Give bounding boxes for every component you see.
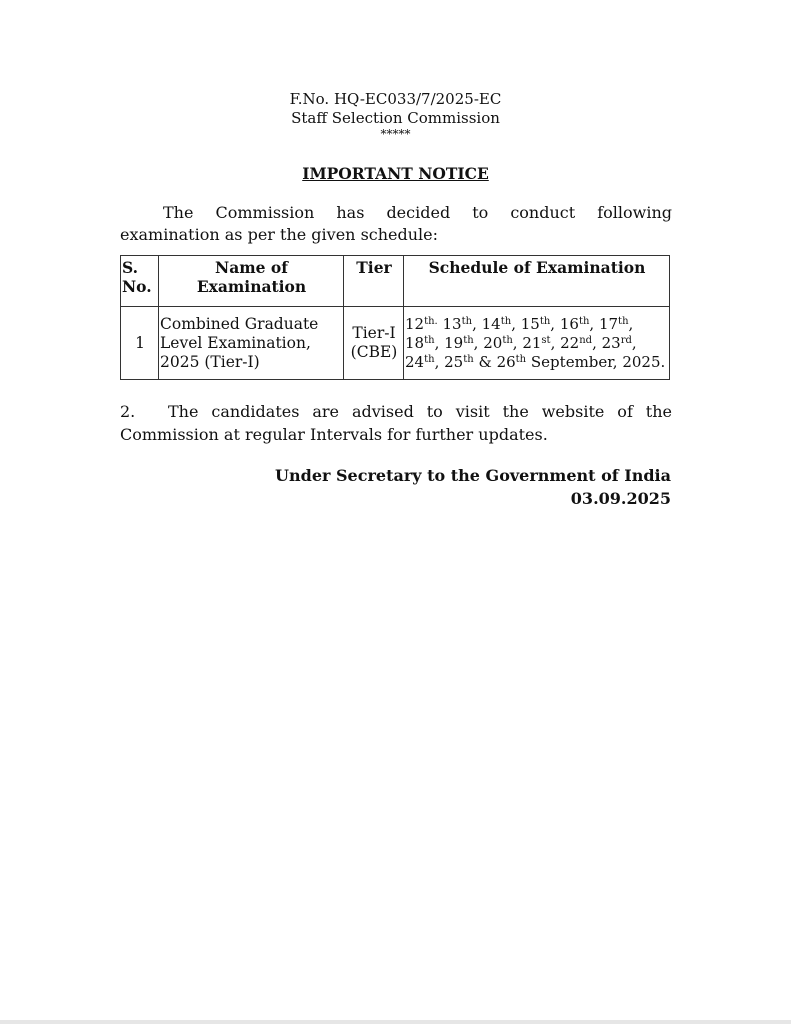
date-number: 14 <box>481 314 501 333</box>
schedule-date <box>560 315 590 333</box>
header-schedule: Schedule of Examination <box>404 256 670 307</box>
header-sno: S. No. <box>121 256 159 307</box>
date-ordinal: th <box>424 334 435 346</box>
cell-exam-name: Combined Graduate Level Examination, 2025 (Tier-I) <box>159 307 344 380</box>
signature-block <box>120 464 671 510</box>
schedule-date <box>405 353 435 371</box>
cell-schedule <box>404 307 670 380</box>
date-number: 13 <box>442 314 462 333</box>
table-header-row <box>121 256 670 307</box>
page-bottom-edge <box>0 1020 791 1024</box>
intro-paragraph: The Commission has decided to conduct following examination as per the given schedule: <box>120 203 672 244</box>
cell-tier: Tier-I (CBE) <box>344 307 404 380</box>
notice-title: IMPORTANT NOTICE <box>302 164 489 183</box>
schedule-date <box>444 353 474 371</box>
date-ordinal: nd <box>579 334 593 346</box>
date-ordinal: th <box>539 315 551 327</box>
schedule-date <box>405 315 438 333</box>
schedule-date <box>599 315 629 333</box>
date-number: 21 <box>522 333 542 352</box>
header-tier: Tier <box>344 256 404 307</box>
paragraph-text: The candidates are advised to visit the website of the Commission at regular Intervals for further updates. <box>120 402 672 444</box>
schedule-date <box>560 334 592 352</box>
date-ordinal: th <box>424 353 435 365</box>
date-number: 19 <box>444 333 464 352</box>
schedule-date <box>444 334 474 352</box>
table-row <box>121 307 670 380</box>
date-ordinal: rd <box>620 334 632 346</box>
date-ordinal: th <box>461 315 473 327</box>
schedule-suffix: September, 2025. <box>530 352 666 371</box>
date-number: 20 <box>483 333 503 352</box>
notice-header <box>0 90 791 140</box>
date-ordinal: th <box>463 353 474 365</box>
date-ordinal: th <box>463 334 474 346</box>
schedule-date <box>521 315 551 333</box>
date-ordinal: th. <box>424 315 438 327</box>
date-number: 12 <box>405 314 425 333</box>
separator-stars: ***** <box>380 127 411 141</box>
schedule-date <box>522 334 550 352</box>
organization-name: Staff Selection Commission <box>291 109 500 127</box>
schedule-date <box>443 315 473 333</box>
date-number: 18 <box>405 333 425 352</box>
schedule-date <box>482 315 512 333</box>
date-number: 17 <box>598 314 619 333</box>
cell-sno: 1 <box>121 307 159 380</box>
date-number: 25 <box>444 352 464 371</box>
schedule-date <box>602 334 632 352</box>
date-ordinal: th <box>502 334 513 346</box>
schedule-date <box>405 334 435 352</box>
date-number: 16 <box>559 314 579 333</box>
exam-schedule-table <box>120 255 670 380</box>
file-number: F.No. HQ-EC033/7/2025-EC <box>289 90 502 108</box>
header-exam-name: Name of Examination <box>159 256 344 307</box>
update-paragraph <box>120 400 672 446</box>
date-ordinal: th <box>500 315 512 327</box>
date-ordinal: st <box>541 334 551 346</box>
schedule-dates: $12^{th.}$ 13th, 14th, 15th, 16th, 17th, 18th, 19th, 20th, 21st, 22nd, 23rd, 24th, 25th & 26th <box>405 314 637 371</box>
date-ordinal: th <box>515 353 527 365</box>
date-ordinal: th <box>618 315 629 327</box>
schedule-date <box>483 334 513 352</box>
signatory-designation: Under Secretary to the Government of India <box>275 466 671 485</box>
paragraph-number: 2. <box>120 402 136 421</box>
notice-date: 03.09.2025 <box>570 489 671 508</box>
date-number: 24 <box>405 352 425 371</box>
date-number: 26 <box>496 352 516 371</box>
date-number: 23 <box>601 333 621 352</box>
date-ordinal: th <box>578 315 590 327</box>
schedule-date <box>497 353 527 371</box>
date-number: 15 <box>520 314 540 333</box>
date-number: 22 <box>560 333 580 352</box>
